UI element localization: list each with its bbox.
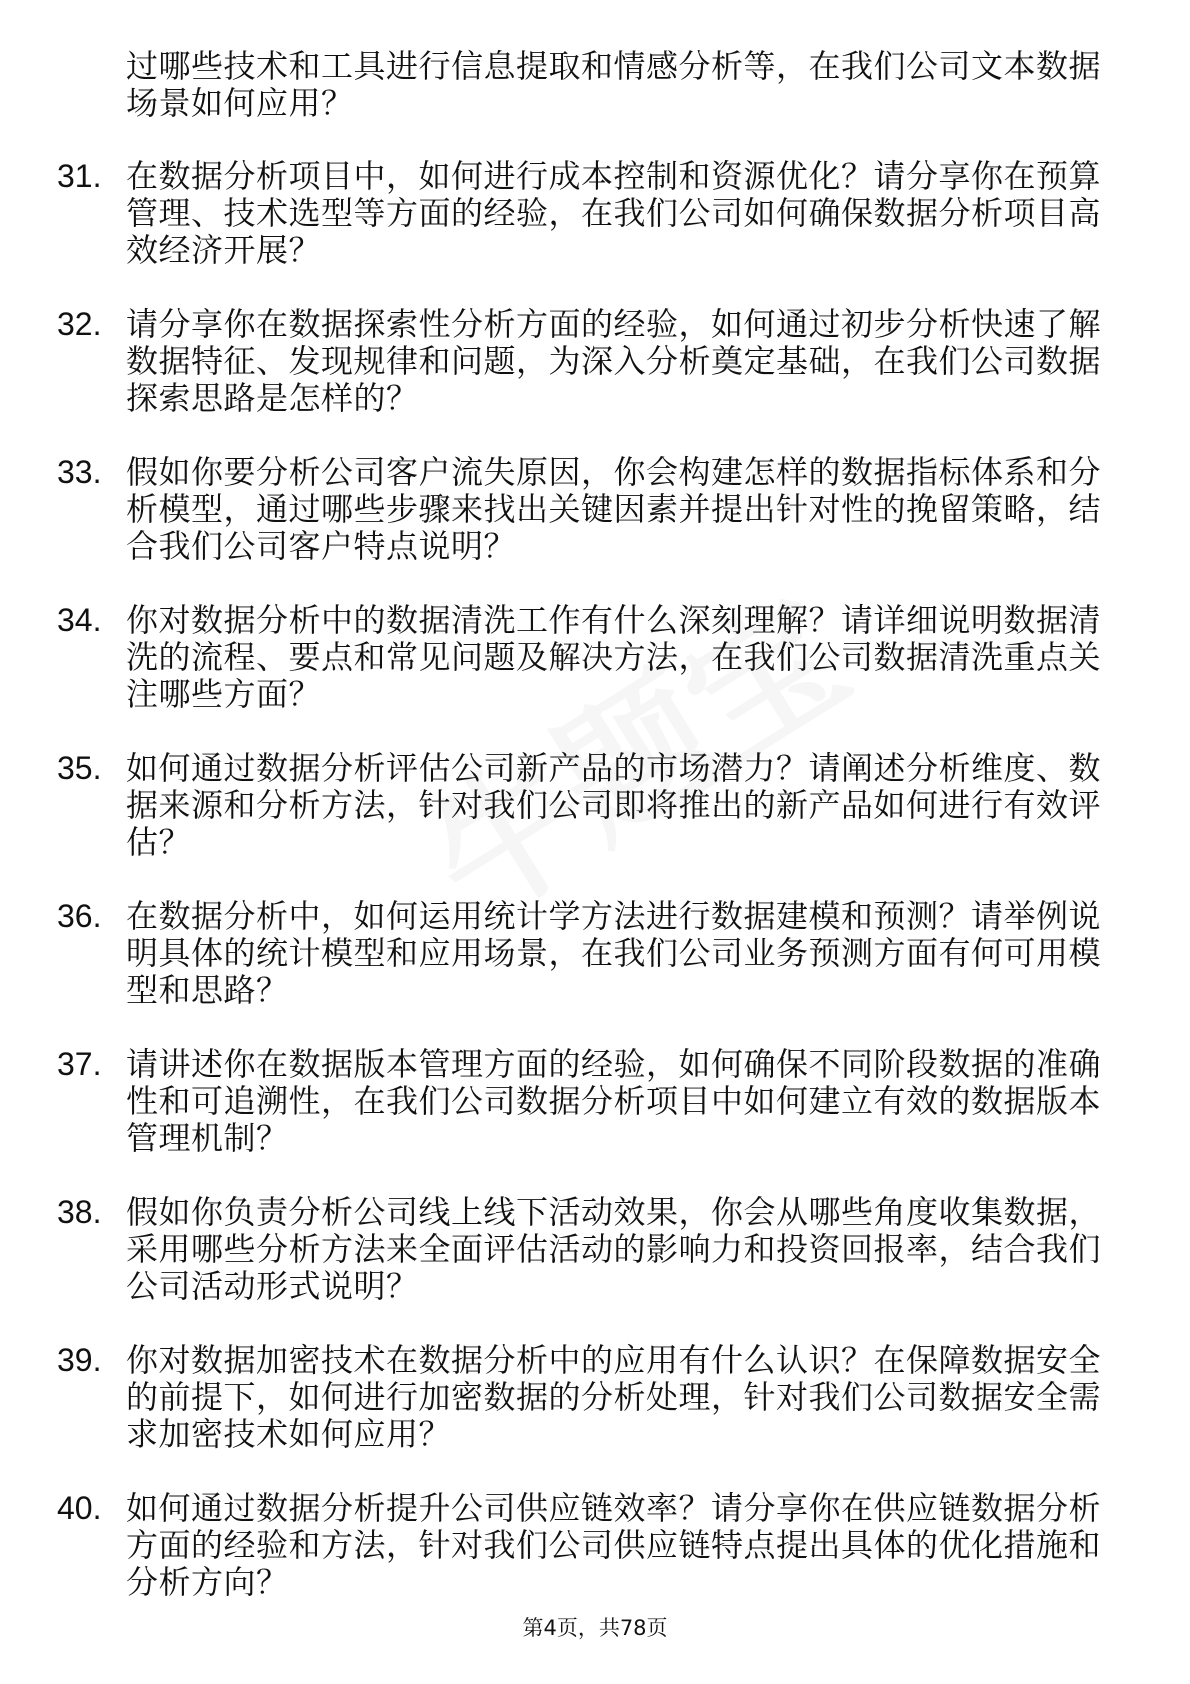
question-item <box>0 306 1190 454</box>
question-text: 假如你要分析公司客户流失原因，你会构建怎样的数据指标体系和分析模型，通过哪些步骤来找出关键因素并提出针对性的挽留策略，结合我们公司客户特点说明？ <box>126 453 1102 565</box>
page-footer: 第4页，共78页 <box>522 1616 668 1640</box>
question-item <box>0 1046 1190 1194</box>
question-text: 如何通过数据分析评估公司新产品的市场潜力？请阐述分析维度、数据来源和分析方法，针对我们公司即将推出的新产品如何进行有效评估？ <box>126 749 1102 861</box>
question-item <box>0 750 1190 898</box>
question-text: 假如你负责分析公司线上线下活动效果，你会从哪些角度收集数据，采用哪些分析方法来全面评估活动的影响力和投资回报率，结合我们公司活动形式说明？ <box>126 1193 1102 1305</box>
question-text: 你对数据分析中的数据清洗工作有什么深刻理解？请详细说明数据清洗的流程、要点和常见问题及解决方法，在我们公司数据清洗重点关注哪些方面？ <box>126 601 1102 713</box>
question-number: 32. <box>57 306 102 342</box>
question-item <box>0 1342 1190 1490</box>
question-number: 40. <box>57 1490 102 1526</box>
question-item <box>0 454 1190 602</box>
question-item <box>0 602 1190 750</box>
question-item <box>0 1194 1190 1342</box>
question-text: 你对数据加密技术在数据分析中的应用有什么认识？在保障数据安全的前提下，如何进行加密数据的分析处理，针对我们公司数据安全需求加密技术如何应用？ <box>126 1341 1102 1453</box>
question-item <box>0 898 1190 1046</box>
question-text: 在数据分析中，如何运用统计学方法进行数据建模和预测？请举例说明具体的统计模型和应用场景，在我们公司业务预测方面有何可用模型和思路？ <box>126 897 1102 1009</box>
question-item <box>0 158 1190 306</box>
continued-question-text: 过哪些技术和工具进行信息提取和情感分析等，在我们公司文本数据场景如何应用？ <box>126 47 1102 122</box>
question-number: 35. <box>57 750 102 786</box>
question-number: 36. <box>57 898 102 934</box>
question-number: 34. <box>57 602 102 638</box>
question-text: 请分享你在数据探索性分析方面的经验，如何通过初步分析快速了解数据特征、发现规律和问题，为深入分析奠定基础，在我们公司数据探索思路是怎样的？ <box>126 305 1102 417</box>
question-number: 31. <box>57 158 102 194</box>
question-list <box>0 158 1190 1638</box>
question-text: 在数据分析项目中，如何进行成本控制和资源优化？请分享你在预算管理、技术选型等方面的经验，在我们公司如何确保数据分析项目高效经济开展？ <box>126 157 1102 269</box>
question-number: 39. <box>57 1342 102 1378</box>
question-number: 38. <box>57 1194 102 1230</box>
question-text: 如何通过数据分析提升公司供应链效率？请分享你在供应链数据分析方面的经验和方法，针对我们公司供应链特点提出具体的优化措施和分析方向？ <box>126 1489 1102 1601</box>
question-number: 37. <box>57 1046 102 1082</box>
question-text: 请讲述你在数据版本管理方面的经验，如何确保不同阶段数据的准确性和可追溯性，在我们公司数据分析项目中如何建立有效的数据版本管理机制？ <box>126 1045 1102 1157</box>
question-number: 33. <box>57 454 102 490</box>
